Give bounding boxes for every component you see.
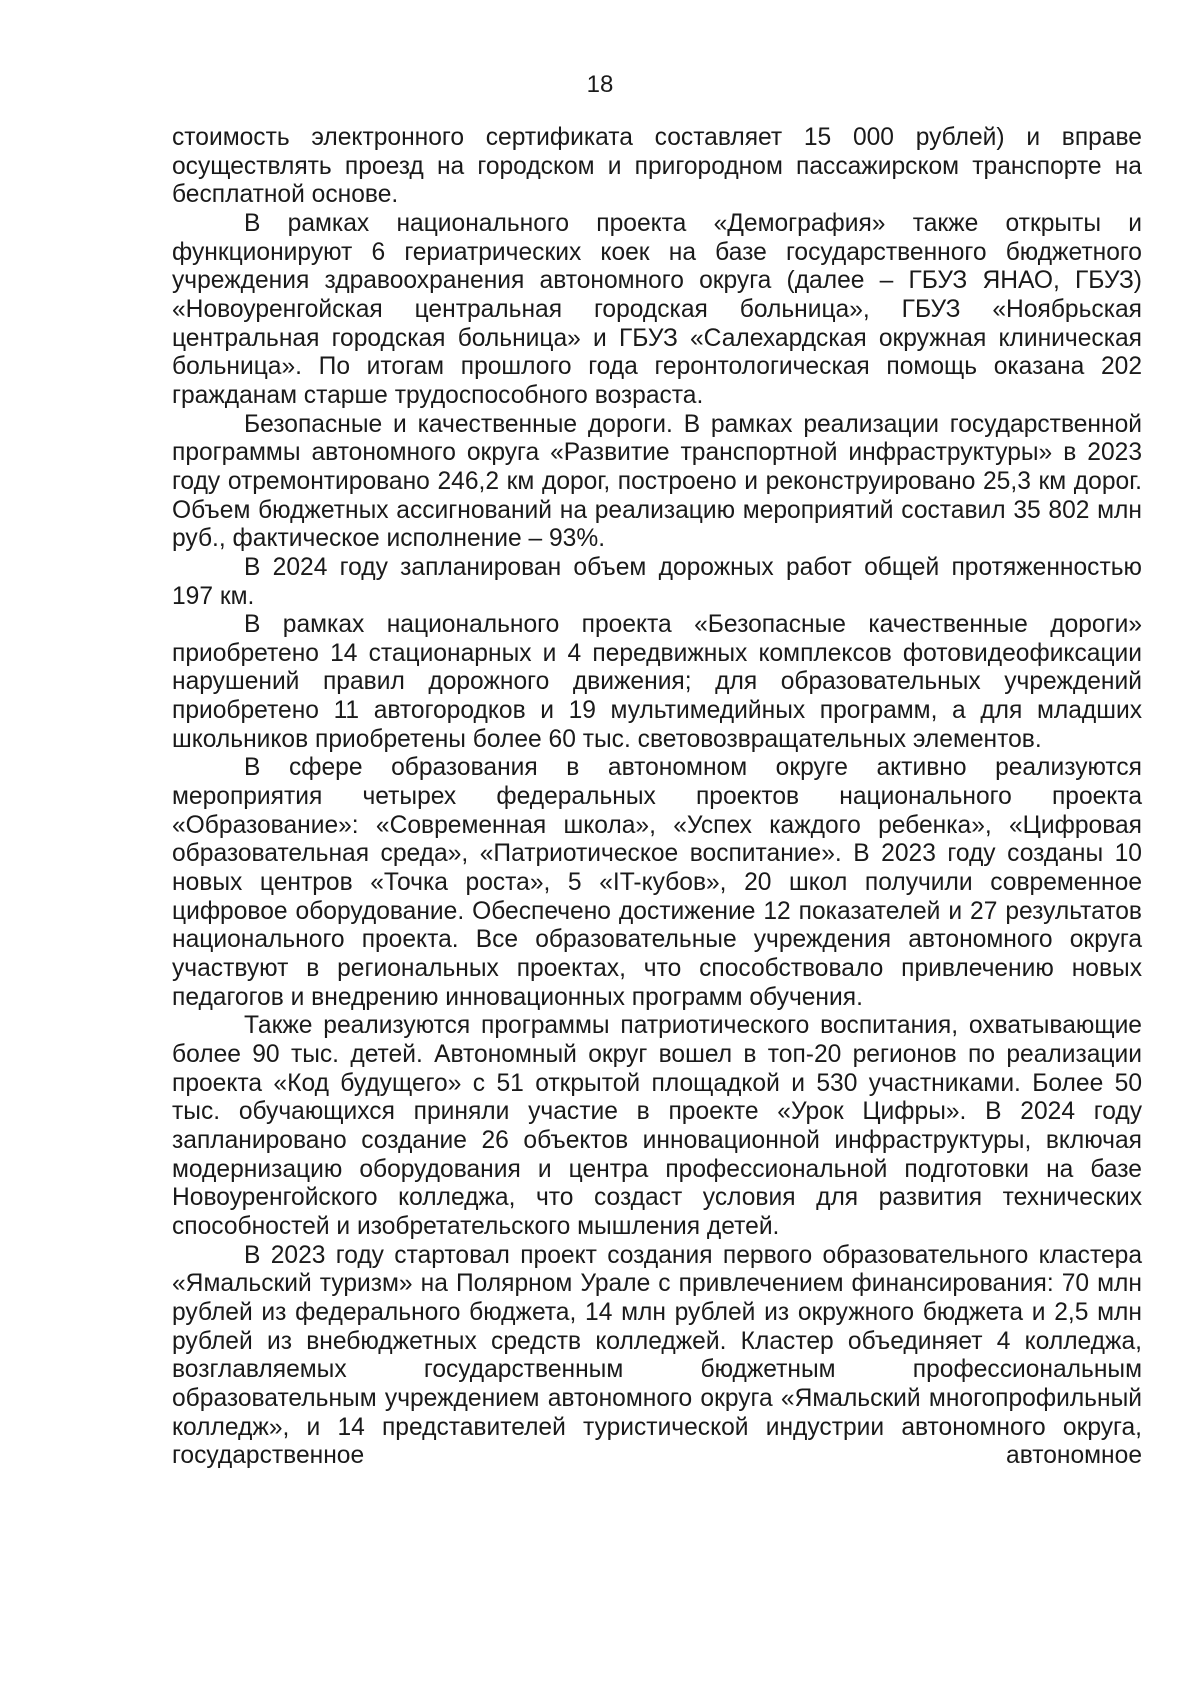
paragraph-demography-geriatric: В рамках национального проекта «Демография» также открыты и функционируют 6 гериатрических коек на базе государственного бюджетного учреждения здравоохранения автономного округа (далее – ГБУЗ ЯНАО, ГБУЗ) «Новоуренгойская центральная городская больница», ГБУЗ «Ноябрьская центральная городская больница» и ГБУЗ «Салехардская окружная клиническая больница». По итогам прошлого года геронтологическая помощь оказана 202 гражданам старше трудоспособного возраста. bbox=[172, 209, 1142, 409]
paragraph-road-works-2024: В 2024 году запланирован объем дорожных работ общей протяженностью 197 км. bbox=[172, 553, 1142, 610]
document-body bbox=[172, 124, 1142, 1471]
paragraph-continuation: стоимость электронного сертификата составляет 15 000 рублей) и вправе осуществлять проезд на городском и пригородном пассажирском транспорте на бесплатной основе. bbox=[172, 124, 1142, 209]
page-number: 18 bbox=[586, 71, 614, 98]
paragraph-road-safety-equipment: В рамках национального проекта «Безопасные качественные дороги» приобретено 14 стационарных и 4 передвижных комплексов фотовидеофиксации нарушений правил дорожного движения; для образовательных учреждений приобретено 11 автогородков и 19 мультимедийных программ, а для младших школьников приобретены более 60 тыс. световозвращательных элементов. bbox=[172, 611, 1142, 753]
paragraph-safe-roads: Безопасные и качественные дороги. В рамках реализации государственной программы автономного округа «Развитие транспортной инфраструктуры» в 2023 году отремонтировано 246,2 км дорог, построено и реконструировано 25,3 км дорог. Объем бюджетных ассигнований на реализацию мероприятий составил 35 802 млн руб., фактическое исполнение – 93%. bbox=[172, 410, 1142, 553]
paragraph-education-projects: В сфере образования в автономном округе активно реализуются мероприятия четырех федеральных проектов национального проекта «Образование»: «Современная школа», «Успех каждого ребенка», «Цифровая образовательная среда», «Патриотическое воспитание». В 2023 году созданы 10 новых центров «Точка роста», 5 «IT-кубов», 20 школ получили современное цифровое оборудование. Обеспечено достижение 12 показателей и 27 результатов национального проекта. Все образовательные учреждения автономного округа участвуют в региональных проектах, что способствовало привлечению новых педагогов и внедрению инновационных программ обучения. bbox=[172, 754, 1142, 1011]
paragraph-tourism-cluster: В 2023 году стартовал проект создания первого образовательного кластера «Ямальский туризм» на Полярном Урале с привлечением финансирования: 70 млн рублей из федерального бюджета, 14 млн рублей из окружного бюджета и 2,5 млн рублей из внебюджетных средств колледжей. Кластер объединяет 4 колледжа, возглавляемых государственным бюджетным профессиональным образовательным учреждением автономного округа «Ямальский многопрофильный колледж», и 14 представителей туристической индустрии автономного округа, государственное автономное bbox=[172, 1241, 1142, 1470]
paragraph-patriotic-education: Также реализуются программы патриотического воспитания, охватывающие более 90 тыс. детей. Автономный округ вошел в топ-20 регионов по реализации проекта «Код будущего» с 51 открытой площадкой и 530 участниками. Более 50 тыс. обучающихся приняли участие в проекте «Урок Цифры». В 2024 году запланировано создание 26 объектов инновационной инфраструктуры, включая модернизацию оборудования и центра профессиональной подготовки на базе Новоуренгойского колледжа, что создаст условия для развития технических способностей и изобретательского мышления детей. bbox=[172, 1012, 1142, 1240]
